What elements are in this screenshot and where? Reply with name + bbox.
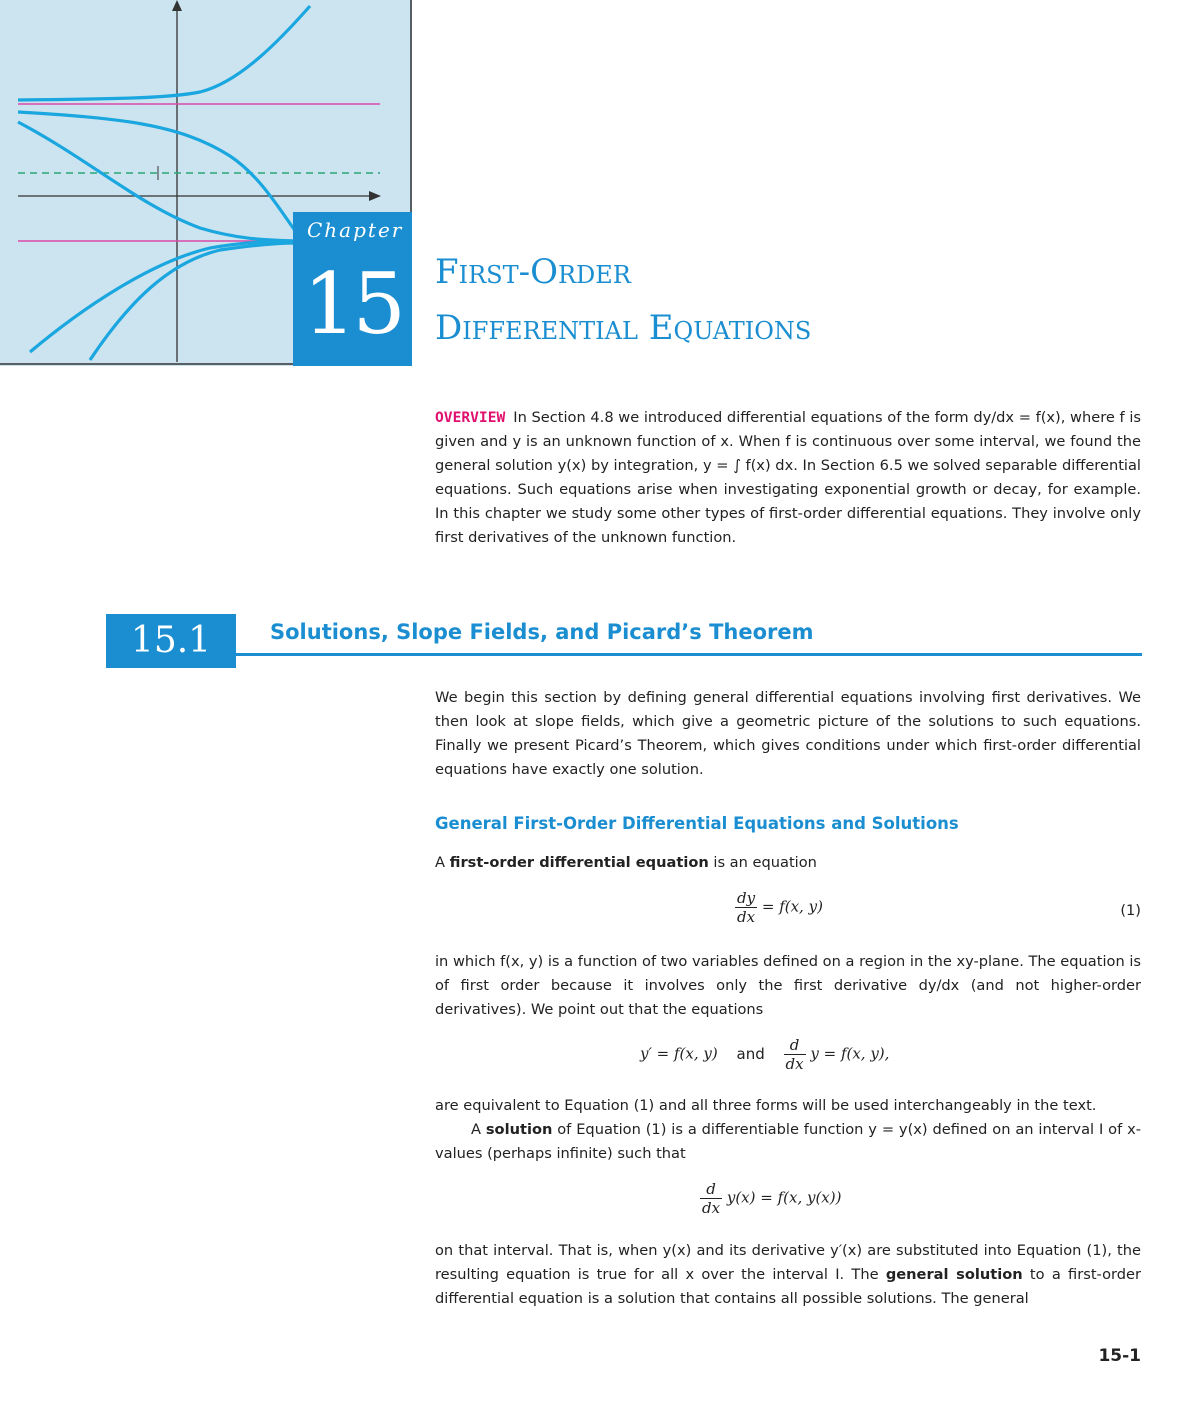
chapter-title-line2: Differential Equations xyxy=(435,308,812,348)
paragraph-3: are equivalent to Equation (1) and all three forms will be used interchangeably in the text. xyxy=(435,1097,1097,1114)
equation-2-numerator: d xyxy=(784,1036,806,1055)
definition-lead: A xyxy=(435,854,450,871)
paragraph-4-term: solution xyxy=(485,1121,553,1138)
definition-term: first-order differential equation xyxy=(449,854,709,871)
equation-3-rhs: y(x) = f(x, y(x)) xyxy=(726,1188,842,1207)
intro-paragraph: We begin this section by defining general differential equations involving first derivatives. We then look at slope fields, which give a geometric picture of the solutions to such equations. Finally we present Picard’s Theorem, which gives conditions under which first-order differential equations have exactly one solution. xyxy=(435,689,1141,778)
overview-paragraph xyxy=(435,406,1141,550)
equation-3 xyxy=(700,1180,841,1217)
paragraph-4-rest: of Equation (1) is a differentiable function y = y(x) defined on an interval I of x-values (perhaps infinite) such that xyxy=(435,1121,1141,1162)
overview-text: In Section 4.8 we introduced differential equations of the form dy/dx = f(x), where f is given and y is an unknown function of x. When f is continuous over some interval, we found the general solution y(x) by integration, y = ∫ f(x) dx. In Section 6.5 we solved separable differential equations. Such equations arise when investigating exponential growth or decay, for example. In this chapter we study some other types of first-order differential equations. They involve only first derivatives of the unknown function. xyxy=(435,409,1141,546)
page-number: 15-1 xyxy=(1098,1346,1141,1366)
section-rule xyxy=(236,653,1142,656)
chapter-badge xyxy=(293,212,412,366)
chapter-number: 15 xyxy=(303,255,402,353)
definition-line xyxy=(435,851,1141,875)
paragraph-5-term: general solution xyxy=(885,1266,1023,1283)
paragraph-4-lead: A xyxy=(471,1121,486,1138)
paragraph-5-part1: on that interval. That is, when y(x) and its derivative y′(x) are substituted into Equation (1), the resulting equation is true for all x over the interval I. The xyxy=(435,1242,1141,1283)
equation-3-denominator: dx xyxy=(702,1199,721,1217)
definition-rest: is an equation xyxy=(708,854,817,871)
equation-1-denominator: dx xyxy=(737,908,756,926)
equation-1-rhs: = f(x, y) xyxy=(761,897,823,916)
equation-2-fraction xyxy=(784,1036,806,1073)
equation-1-number: (1) xyxy=(1120,902,1141,919)
equation-1 xyxy=(735,889,823,926)
paragraph-5-part2: to a first-order differential equation is a solution that contains all possible solutions. The general xyxy=(435,1266,1141,1307)
equation-2-denominator: dx xyxy=(785,1055,804,1073)
equation-3-fraction xyxy=(700,1180,722,1217)
chapter-title-line1: First-Order xyxy=(435,252,631,292)
section-title: Solutions, Slope Fields, and Picard’s Theorem xyxy=(270,620,814,644)
equation-2-and: and xyxy=(736,1044,765,1063)
equation-2 xyxy=(640,1036,889,1073)
paragraph-5 xyxy=(435,1239,1141,1311)
subsection-title: General First-Order Differential Equations and Solutions xyxy=(435,814,959,833)
equation-1-fraction xyxy=(735,889,757,926)
paragraph-4 xyxy=(435,1118,1141,1166)
equation-3-numerator: d xyxy=(700,1180,722,1199)
paragraph-2: in which f(x, y) is a function of two variables defined on a region in the xy-plane. The equation is of first order because it involves only the first derivative dy/dx (and not higher-order derivatives). We point out that the equations xyxy=(435,953,1141,1018)
equation-2-left: y′ = f(x, y) xyxy=(640,1044,718,1063)
chapter-label: Chapter xyxy=(307,218,404,242)
equation-1-numerator: dy xyxy=(737,889,756,907)
overview-label: OVERVIEW xyxy=(435,409,506,426)
section-number-badge: 15.1 xyxy=(106,614,236,668)
equation-2-right: y = f(x, y), xyxy=(810,1044,890,1063)
